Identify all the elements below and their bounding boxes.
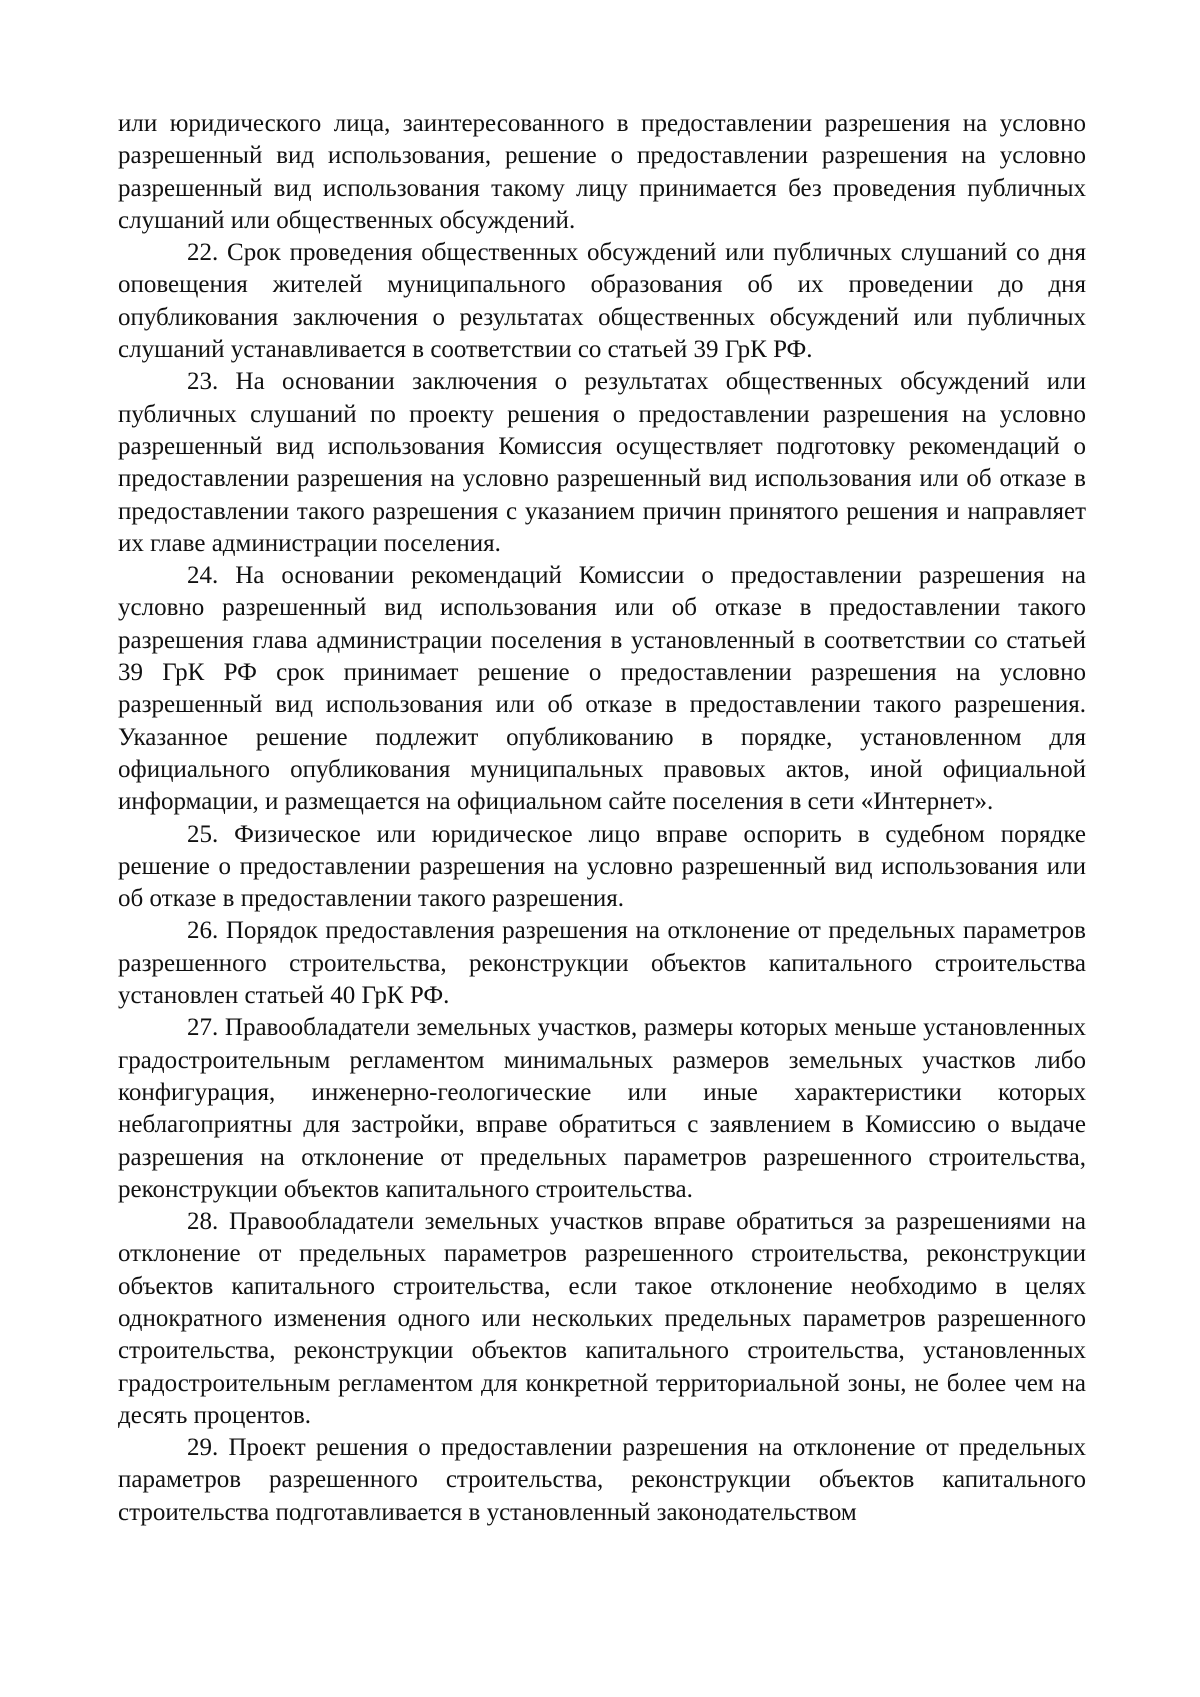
document-page: [118, 108, 1086, 1529]
paragraph-28: 28. Правообладатели земельных участков вправе обратиться за разрешениями на отклонение от предельных параметров разрешенного строительства, реконструкции объектов капитального строительства, если такое отклонение необходимо в целях однократного изменения одного или нескольких предельных параметров разрешенного строительства, реконструкции объектов капитального строительства, установленных градостроительным регламентом для конкретной территориальной зоны, не более чем на десять процентов.: [118, 1208, 1086, 1429]
paragraph-22: 22. Срок проведения общественных обсуждений или публичных слушаний со дня оповещения жителей муниципального образования об их проведении до дня опубликования заключения о результатах общественных обсуждений или публичных слушаний устанавливается в соответствии со статьей 39 ГрК РФ.: [118, 239, 1086, 364]
paragraph-27: 27. Правообладатели земельных участков, размеры которых меньше установленных градостроительным регламентом минимальных размеров земельных участков либо конфигурация, инженерно-геологические или иные характеристики которых неблагоприятны для застройки, вправе обратиться с заявлением в Комиссию о выдаче разрешения на отклонение от предельных параметров разрешенного строительства, реконструкции объектов капитального строительства.: [118, 1014, 1086, 1203]
paragraph-25: 25. Физическое или юридическое лицо вправе оспорить в судебном порядке решение о предоставлении разрешения на условно разрешенный вид использования или об отказе в предоставлении такого разрешения.: [118, 820, 1086, 913]
paragraph-21-continuation: или юридического лица, заинтересованного в предоставлении разрешения на условно разрешенный вид использования, решение о предоставлении разрешения на условно разрешенный вид использования такому лицу принимается без проведения публичных слушаний или общественных обсуждений.: [118, 110, 1086, 234]
paragraph-26: 26. Порядок предоставления разрешения на отклонение от предельных параметров разрешенного строительства, реконструкции объектов капитального строительства установлен статьей 40 ГрК РФ.: [118, 917, 1086, 1010]
paragraph-29: 29. Проект решения о предоставлении разрешения на отклонение от предельных параметров разрешенного строительства, реконструкции объектов капитального строительства подготавливается в установленный законодательством: [118, 1434, 1086, 1526]
paragraph-24: 24. На основании рекомендаций Комиссии о предоставлении разрешения на условно разрешенный вид использования или об отказе в предоставлении такого разрешения глава администрации поселения в установленный в соответствии со статьей 39 ГрК РФ срок принимает решение о предоставлении разрешения на условно разрешенный вид использования или об отказе в предоставлении такого разрешения. Указанное решение подлежит опубликованию в порядке, установленном для официального опубликования муниципальных правовых актов, иной официальной информации, и размещается на официальном сайте поселения в сети «Интернет».: [118, 562, 1086, 816]
paragraph-23: 23. На основании заключения о результатах общественных обсуждений или публичных слушаний по проекту решения о предоставлении разрешения на условно разрешенный вид использования Комиссия осуществляет подготовку рекомендаций о предоставлении разрешения на условно разрешенный вид использования или об отказе в предоставлении такого разрешения с указанием причин принятого решения и направляет их главе администрации поселения.: [118, 368, 1086, 557]
